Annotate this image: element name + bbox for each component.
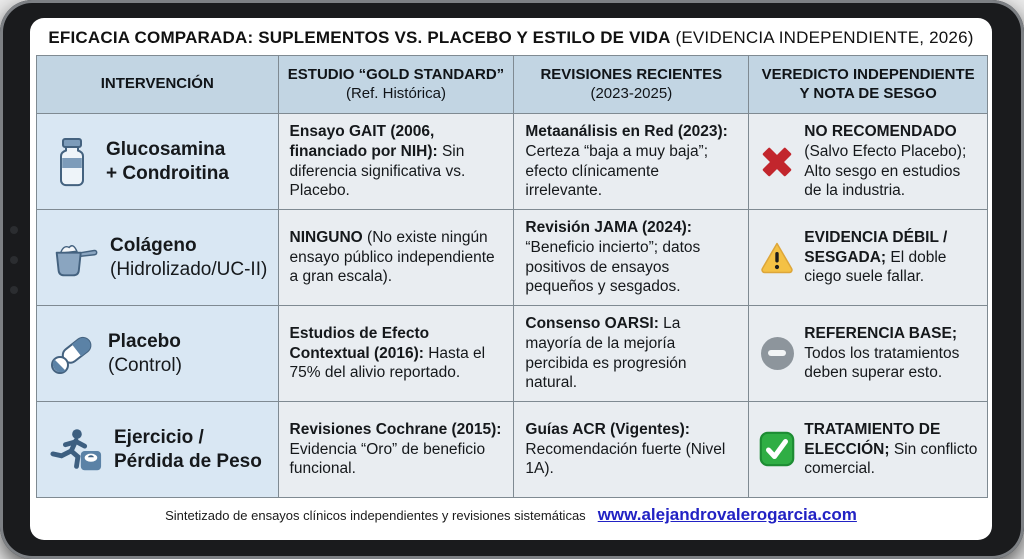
recent-review-cell [514, 210, 749, 306]
runner-scale-icon [49, 427, 103, 473]
review-lead: Guías ACR (Vigentes): [525, 420, 690, 438]
verdict-text [804, 122, 979, 201]
verdict-cell [749, 402, 988, 498]
review-lead: Metaanálisis en Red (2023): [525, 122, 728, 140]
study-lead: Ensayo GAIT (2006, financiado por NIH): [289, 122, 438, 160]
verdict-detail: Sin conflicto comercial. [804, 440, 978, 478]
source-note: Sintetizado de ensayos clínicos independientes y revisiones sistemáticas [165, 508, 586, 523]
header-label: ESTUDIO “GOLD STANDARD” [287, 65, 505, 83]
recent-review-cell [514, 114, 749, 210]
verdict-detail: Todos los tratamientos deben superar esto. [804, 344, 960, 382]
intervention-cell [37, 306, 279, 402]
red-cross-icon [759, 144, 795, 180]
verdict-lead: NO RECOMENDADO [804, 122, 957, 140]
green-check-icon [759, 431, 795, 467]
verdict-cell [749, 114, 988, 210]
infographic-screen [30, 18, 992, 540]
bezel-dot [10, 256, 18, 264]
header-sublabel: (2023-2025) [590, 84, 673, 102]
row-ejercicio [37, 402, 988, 498]
intervention-label: Placebo (Control) [108, 331, 182, 376]
row-placebo [37, 306, 988, 402]
verdict-lead: REFERENCIA BASE; [804, 324, 957, 342]
minus-circle-icon [759, 337, 795, 370]
verdict-lead: EVIDENCIA DÉBIL / SESGADA; [804, 228, 948, 266]
header-label: REVISIONES RECIENTES [540, 65, 723, 83]
study-text: Evidencia “Oro” de beneficio funcional. [289, 440, 486, 478]
warning-triangle-icon [759, 240, 795, 274]
header-veredicto [749, 56, 988, 114]
study-text: (No existe ningún ensayo público independiente a gran escala). [289, 228, 495, 286]
review-text: Recomendación fuerte (Nivel 1A). [525, 440, 726, 478]
header-sublabel: (Ref. Histórica) [345, 84, 446, 102]
page-title-suffix: (EVIDENCIA INDEPENDIENTE, 2026) [670, 28, 974, 47]
verdict-cell [749, 210, 988, 306]
review-text: “Beneficio incierto”; datos positivos de ensayos pequeños y sesgados. [525, 238, 701, 296]
gold-standard-cell [278, 306, 514, 402]
verdict-cell [749, 306, 988, 402]
verdict-detail: El doble ciego suele fallar. [804, 248, 947, 286]
page-title [34, 28, 988, 48]
recent-review-cell [514, 402, 749, 498]
intervention-label: Glucosamina + Condroitina [106, 139, 229, 184]
verdict-text [804, 420, 979, 479]
header-intervencion [37, 56, 279, 114]
bezel-dot [10, 286, 18, 294]
review-lead: Revisión JAMA (2024): [525, 218, 692, 236]
study-lead: NINGUNO [289, 228, 363, 246]
intervention-label: Ejercicio / Pérdida de Peso [114, 427, 262, 472]
intervention-cell [37, 114, 279, 210]
study-lead: Revisiones Cochrane (2015): [289, 420, 502, 438]
comparison-table [36, 55, 988, 498]
verdict-text [804, 324, 979, 383]
verdict-detail: (Salvo Efecto Placebo); Alto sesgo en estudios de la industria. [804, 142, 967, 200]
row-colageno [37, 210, 988, 306]
review-text: La mayoría de la mejoría percibida es progresión natural. [525, 314, 687, 392]
intervention-cell [37, 402, 279, 498]
header-sublabel: Y NOTA DE SESGO [799, 84, 937, 102]
header-row [37, 56, 988, 114]
bezel-dot [10, 226, 18, 234]
gold-standard-cell [278, 402, 514, 498]
study-text: Hasta el 75% del alivio reportado. [289, 344, 486, 382]
pill-bottle-icon [49, 137, 95, 187]
gold-standard-cell [278, 210, 514, 306]
header-label: VEREDICTO INDEPENDIENTE [761, 65, 975, 83]
verdict-lead: TRATAMIENTO DE ELECCIÓN; [804, 420, 941, 458]
verdict-text [804, 228, 979, 287]
recent-review-cell [514, 306, 749, 402]
row-glucosamina [37, 114, 988, 210]
intervention-cell [37, 210, 279, 306]
page-title-main: EFICACIA COMPARADA: SUPLEMENTOS VS. PLACEBO Y ESTILO DE VIDA [48, 28, 671, 47]
header-revisiones [514, 56, 749, 114]
pills-icon [49, 333, 97, 375]
scoop-icon [49, 237, 99, 279]
website-link[interactable]: www.alejandrovalerogarcia.com [597, 505, 857, 524]
review-lead: Consenso OARSI: [525, 314, 659, 332]
header-label: INTERVENCIÓN [100, 75, 214, 93]
review-text: Certeza “baja a muy baja”; efecto clínicamente irrelevante. [525, 142, 709, 200]
gold-standard-cell [278, 114, 514, 210]
footer [30, 505, 992, 525]
study-lead: Estudios de Efecto Contextual (2016): [289, 324, 430, 362]
study-text: Sin diferencia significativa vs. Placebo. [289, 142, 466, 200]
header-gold-standard [278, 56, 514, 114]
intervention-label: Colágeno (Hidrolizado/UC-II) [110, 235, 268, 280]
